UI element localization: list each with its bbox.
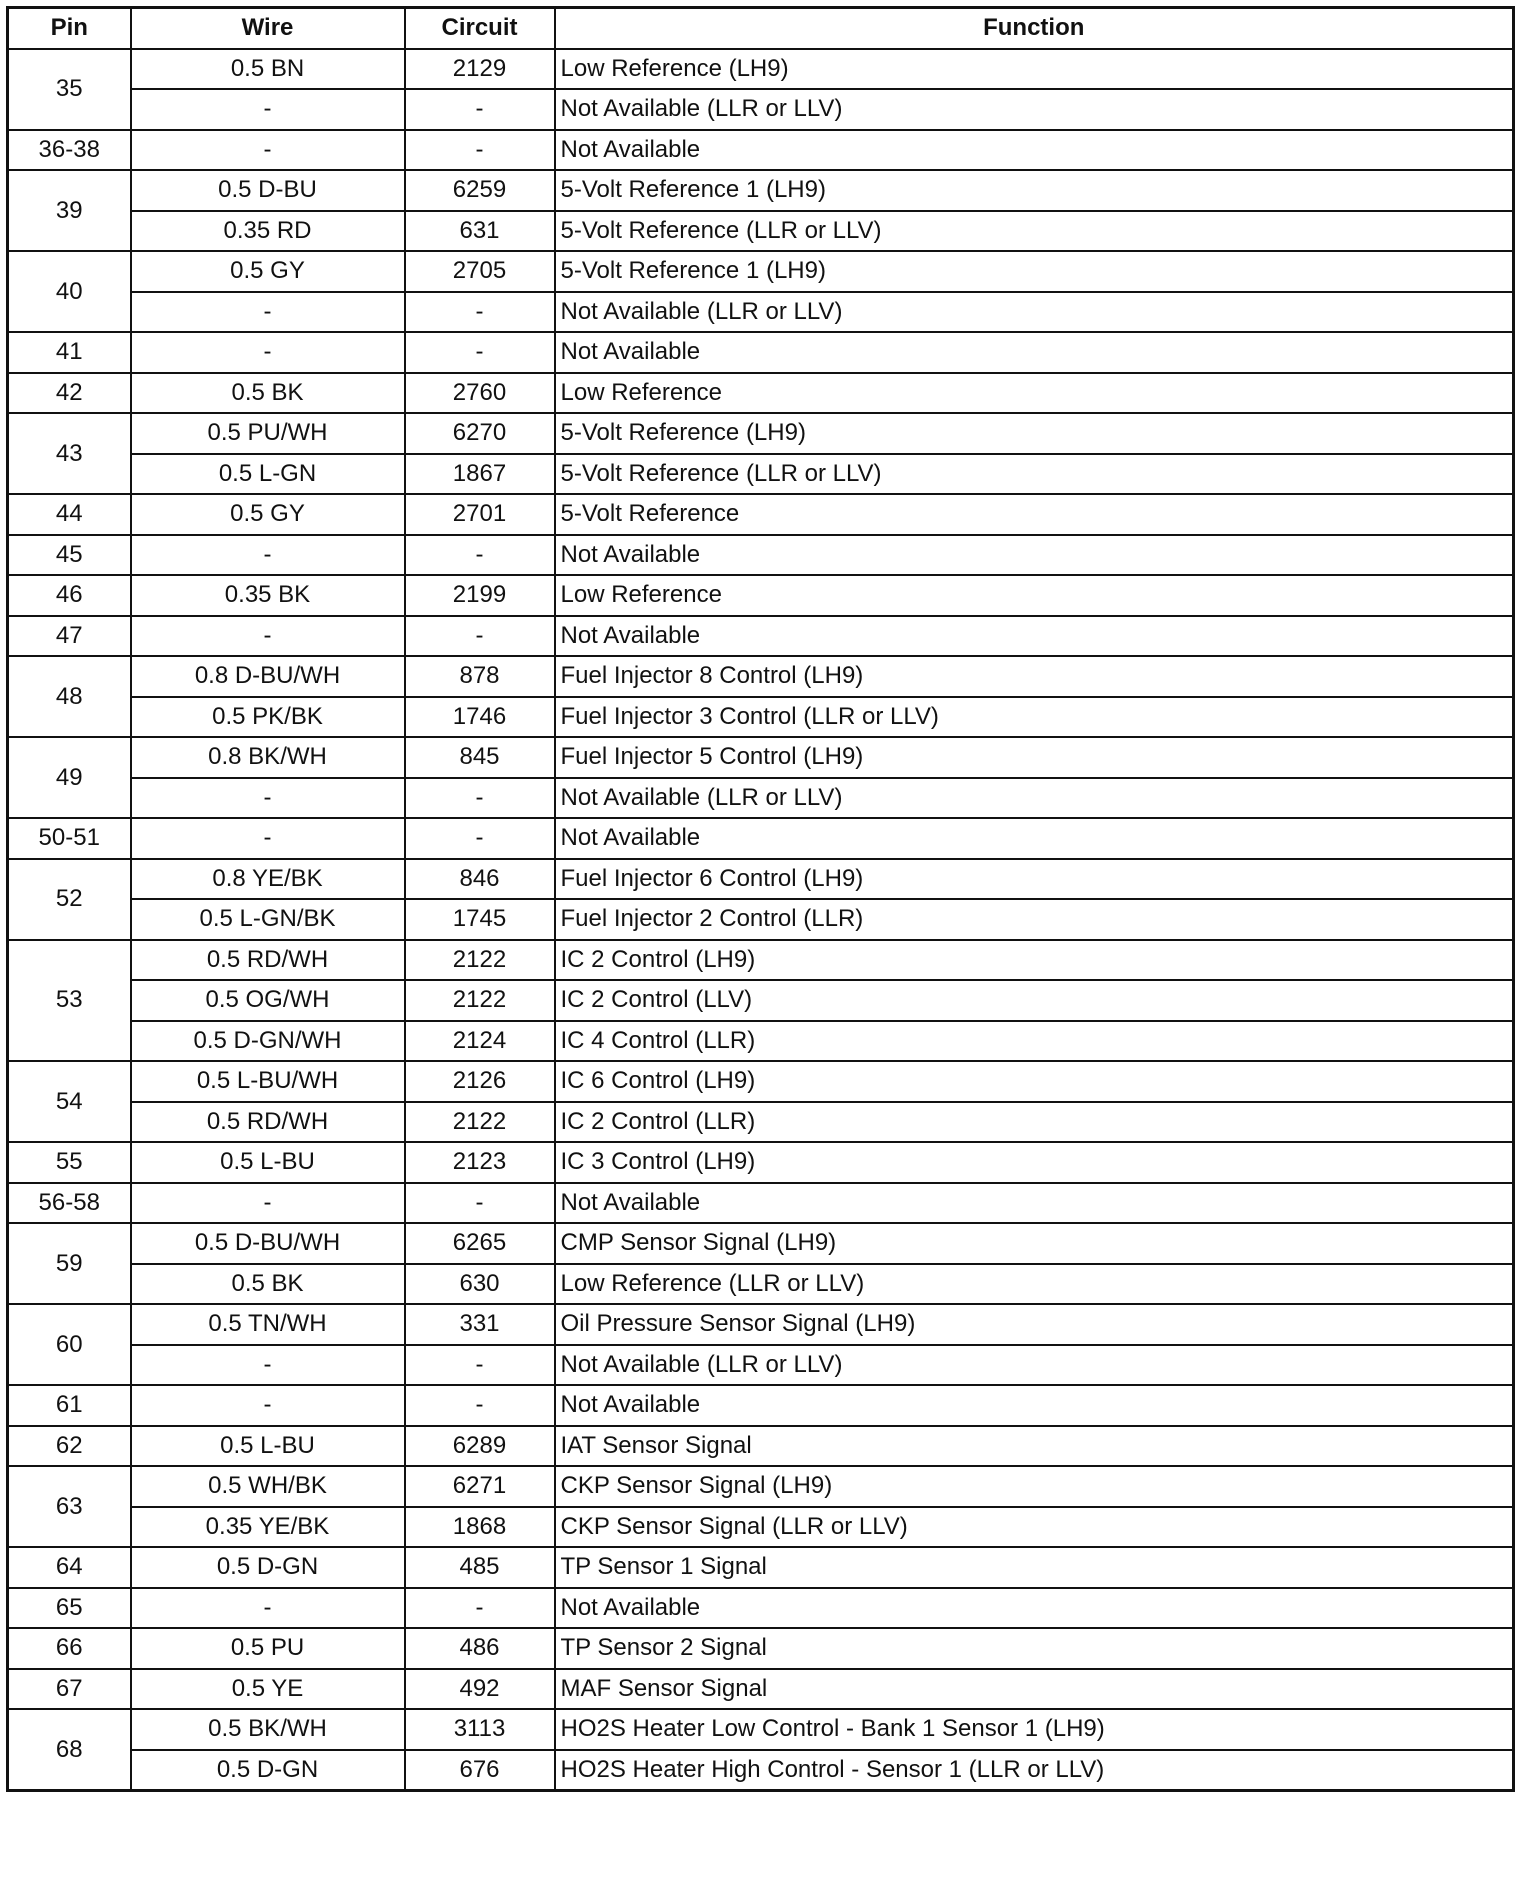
function-cell: 5-Volt Reference (LLR or LLV) [555, 211, 1514, 252]
function-cell: IC 4 Control (LLR) [555, 1021, 1514, 1062]
circuit-cell: 1746 [405, 697, 555, 738]
circuit-cell: 631 [405, 211, 555, 252]
circuit-cell: 485 [405, 1547, 555, 1588]
pin-cell: 67 [8, 1669, 131, 1710]
wire-cell: 0.5 RD/WH [131, 1102, 405, 1143]
function-cell: TP Sensor 1 Signal [555, 1547, 1514, 1588]
circuit-cell: 331 [405, 1304, 555, 1345]
wire-cell: - [131, 292, 405, 333]
table-row [8, 737, 1514, 778]
circuit-cell: 630 [405, 1264, 555, 1305]
pin-cell: 46 [8, 575, 131, 616]
circuit-cell: - [405, 1183, 555, 1224]
wire-cell: 0.5 BN [131, 49, 405, 90]
wire-cell: 0.8 D-BU/WH [131, 656, 405, 697]
function-cell: TP Sensor 2 Signal [555, 1628, 1514, 1669]
table-row [8, 1385, 1514, 1426]
table-row [8, 373, 1514, 414]
function-cell: CMP Sensor Signal (LH9) [555, 1223, 1514, 1264]
function-cell: CKP Sensor Signal (LH9) [555, 1466, 1514, 1507]
function-cell: Oil Pressure Sensor Signal (LH9) [555, 1304, 1514, 1345]
wire-cell: 0.35 YE/BK [131, 1507, 405, 1548]
wire-cell: 0.5 WH/BK [131, 1466, 405, 1507]
function-cell: Not Available [555, 535, 1514, 576]
wire-cell: 0.5 BK [131, 373, 405, 414]
pin-cell: 54 [8, 1061, 131, 1142]
wire-cell: 0.35 RD [131, 211, 405, 252]
pin-cell: 39 [8, 170, 131, 251]
table-row [8, 1142, 1514, 1183]
table-row [8, 980, 1514, 1021]
table-row [8, 1669, 1514, 1710]
table-row [8, 1547, 1514, 1588]
table-row [8, 89, 1514, 130]
circuit-cell: 2123 [405, 1142, 555, 1183]
header-function: Function [555, 8, 1514, 49]
pin-cell: 45 [8, 535, 131, 576]
pin-cell: 48 [8, 656, 131, 737]
circuit-cell: - [405, 778, 555, 819]
circuit-cell: 2129 [405, 49, 555, 90]
pin-cell: 36-38 [8, 130, 131, 171]
circuit-cell: - [405, 1385, 555, 1426]
circuit-cell: 1867 [405, 454, 555, 495]
wire-cell: 0.8 YE/BK [131, 859, 405, 900]
table-row [8, 899, 1514, 940]
function-cell: IC 3 Control (LH9) [555, 1142, 1514, 1183]
table-row [8, 1021, 1514, 1062]
header-wire: Wire [131, 8, 405, 49]
wire-cell: 0.5 L-BU [131, 1426, 405, 1467]
table-row [8, 656, 1514, 697]
function-cell: IC 2 Control (LH9) [555, 940, 1514, 981]
table-row [8, 778, 1514, 819]
circuit-cell: 1868 [405, 1507, 555, 1548]
connector-pinout-table [6, 6, 1515, 1792]
table-row [8, 49, 1514, 90]
wire-cell: - [131, 778, 405, 819]
table-row [8, 1264, 1514, 1305]
circuit-cell: 3113 [405, 1709, 555, 1750]
table-row [8, 697, 1514, 738]
function-cell: Low Reference [555, 575, 1514, 616]
wire-cell: - [131, 89, 405, 130]
pin-cell: 59 [8, 1223, 131, 1304]
wire-cell: - [131, 1588, 405, 1629]
table-row [8, 1345, 1514, 1386]
table-row [8, 575, 1514, 616]
function-cell: HO2S Heater High Control - Sensor 1 (LLR or LLV) [555, 1750, 1514, 1791]
wire-cell: - [131, 130, 405, 171]
wire-cell: - [131, 535, 405, 576]
wire-cell: 0.5 D-BU [131, 170, 405, 211]
table-row [8, 211, 1514, 252]
circuit-cell: 845 [405, 737, 555, 778]
function-cell: Fuel Injector 6 Control (LH9) [555, 859, 1514, 900]
circuit-cell: 2199 [405, 575, 555, 616]
pin-cell: 41 [8, 332, 131, 373]
wire-cell: - [131, 1345, 405, 1386]
circuit-cell: 878 [405, 656, 555, 697]
table-body [8, 49, 1514, 1791]
table-row [8, 1061, 1514, 1102]
function-cell: Fuel Injector 5 Control (LH9) [555, 737, 1514, 778]
function-cell: CKP Sensor Signal (LLR or LLV) [555, 1507, 1514, 1548]
function-cell: IC 6 Control (LH9) [555, 1061, 1514, 1102]
circuit-cell: - [405, 130, 555, 171]
function-cell: Not Available [555, 130, 1514, 171]
circuit-cell: - [405, 332, 555, 373]
table-row [8, 1223, 1514, 1264]
function-cell: HO2S Heater Low Control - Bank 1 Sensor 1 (LH9) [555, 1709, 1514, 1750]
wire-cell: 0.5 PK/BK [131, 697, 405, 738]
wire-cell: 0.5 PU/WH [131, 413, 405, 454]
pin-cell: 35 [8, 49, 131, 130]
function-cell: 5-Volt Reference 1 (LH9) [555, 251, 1514, 292]
pin-cell: 43 [8, 413, 131, 494]
wire-cell: - [131, 818, 405, 859]
wire-cell: 0.5 PU [131, 1628, 405, 1669]
wire-cell: 0.5 YE [131, 1669, 405, 1710]
circuit-cell: - [405, 292, 555, 333]
wire-cell: 0.5 L-BU [131, 1142, 405, 1183]
circuit-cell: - [405, 1345, 555, 1386]
function-cell: Not Available [555, 818, 1514, 859]
pin-cell: 62 [8, 1426, 131, 1467]
wire-cell: 0.5 BK/WH [131, 1709, 405, 1750]
pin-cell: 60 [8, 1304, 131, 1385]
circuit-cell: 846 [405, 859, 555, 900]
pin-cell: 64 [8, 1547, 131, 1588]
function-cell: 5-Volt Reference (LH9) [555, 413, 1514, 454]
table-row [8, 1507, 1514, 1548]
function-cell: IAT Sensor Signal [555, 1426, 1514, 1467]
table-row [8, 1466, 1514, 1507]
function-cell: Not Available [555, 1588, 1514, 1629]
table-row [8, 130, 1514, 171]
function-cell: IC 2 Control (LLR) [555, 1102, 1514, 1143]
wire-cell: 0.5 GY [131, 494, 405, 535]
wire-cell: - [131, 1183, 405, 1224]
wire-cell: 0.5 D-BU/WH [131, 1223, 405, 1264]
function-cell: Fuel Injector 3 Control (LLR or LLV) [555, 697, 1514, 738]
table-row [8, 251, 1514, 292]
wire-cell: - [131, 332, 405, 373]
circuit-cell: 2122 [405, 940, 555, 981]
table-row [8, 1183, 1514, 1224]
function-cell: Not Available [555, 332, 1514, 373]
pin-cell: 50-51 [8, 818, 131, 859]
wire-cell: 0.5 D-GN/WH [131, 1021, 405, 1062]
wire-cell: 0.35 BK [131, 575, 405, 616]
header-circuit: Circuit [405, 8, 555, 49]
function-cell: Not Available (LLR or LLV) [555, 778, 1514, 819]
table-row [8, 170, 1514, 211]
pin-cell: 42 [8, 373, 131, 414]
table-row [8, 818, 1514, 859]
circuit-cell: - [405, 616, 555, 657]
wire-cell: 0.8 BK/WH [131, 737, 405, 778]
function-cell: Not Available (LLR or LLV) [555, 1345, 1514, 1386]
table-row [8, 292, 1514, 333]
table-row [8, 1102, 1514, 1143]
circuit-cell: 2760 [405, 373, 555, 414]
table-row [8, 1304, 1514, 1345]
pin-cell: 66 [8, 1628, 131, 1669]
circuit-cell: 6259 [405, 170, 555, 211]
circuit-cell: - [405, 818, 555, 859]
wire-cell: 0.5 D-GN [131, 1750, 405, 1791]
header-pin: Pin [8, 8, 131, 49]
circuit-cell: 6270 [405, 413, 555, 454]
function-cell: 5-Volt Reference (LLR or LLV) [555, 454, 1514, 495]
circuit-cell: 2701 [405, 494, 555, 535]
circuit-cell: 2705 [405, 251, 555, 292]
function-cell: Fuel Injector 2 Control (LLR) [555, 899, 1514, 940]
pin-cell: 68 [8, 1709, 131, 1791]
wire-cell: 0.5 TN/WH [131, 1304, 405, 1345]
circuit-cell: 2122 [405, 980, 555, 1021]
circuit-cell: 492 [405, 1669, 555, 1710]
circuit-cell: 486 [405, 1628, 555, 1669]
pin-cell: 63 [8, 1466, 131, 1547]
function-cell: Low Reference (LLR or LLV) [555, 1264, 1514, 1305]
wire-cell: 0.5 BK [131, 1264, 405, 1305]
function-cell: Not Available [555, 1385, 1514, 1426]
pin-cell: 61 [8, 1385, 131, 1426]
pin-cell: 40 [8, 251, 131, 332]
table-row [8, 494, 1514, 535]
circuit-cell: 1745 [405, 899, 555, 940]
wire-cell: 0.5 RD/WH [131, 940, 405, 981]
pin-cell: 44 [8, 494, 131, 535]
pin-cell: 52 [8, 859, 131, 940]
circuit-cell: - [405, 535, 555, 576]
circuit-cell: 676 [405, 1750, 555, 1791]
table-row [8, 413, 1514, 454]
function-cell: IC 2 Control (LLV) [555, 980, 1514, 1021]
pin-cell: 55 [8, 1142, 131, 1183]
circuit-cell: 6271 [405, 1466, 555, 1507]
table-row [8, 859, 1514, 900]
circuit-cell: 2124 [405, 1021, 555, 1062]
function-cell: Not Available [555, 1183, 1514, 1224]
table-row [8, 1628, 1514, 1669]
pin-cell: 47 [8, 616, 131, 657]
pin-cell: 65 [8, 1588, 131, 1629]
function-cell: Fuel Injector 8 Control (LH9) [555, 656, 1514, 697]
table-row [8, 535, 1514, 576]
table-row [8, 1588, 1514, 1629]
function-cell: MAF Sensor Signal [555, 1669, 1514, 1710]
wire-cell: 0.5 OG/WH [131, 980, 405, 1021]
table-row [8, 1426, 1514, 1467]
wire-cell: 0.5 L-GN [131, 454, 405, 495]
wire-cell: 0.5 D-GN [131, 1547, 405, 1588]
pin-cell: 56-58 [8, 1183, 131, 1224]
header-row [8, 8, 1514, 49]
function-cell: 5-Volt Reference 1 (LH9) [555, 170, 1514, 211]
table-row [8, 940, 1514, 981]
function-cell: 5-Volt Reference [555, 494, 1514, 535]
circuit-cell: 2122 [405, 1102, 555, 1143]
circuit-cell: 6265 [405, 1223, 555, 1264]
function-cell: Not Available [555, 616, 1514, 657]
wire-cell: - [131, 1385, 405, 1426]
function-cell: Not Available (LLR or LLV) [555, 292, 1514, 333]
wire-cell: 0.5 L-GN/BK [131, 899, 405, 940]
function-cell: Low Reference (LH9) [555, 49, 1514, 90]
table-row [8, 616, 1514, 657]
wire-cell: - [131, 616, 405, 657]
function-cell: Not Available (LLR or LLV) [555, 89, 1514, 130]
circuit-cell: 2126 [405, 1061, 555, 1102]
table-row [8, 454, 1514, 495]
circuit-cell: - [405, 89, 555, 130]
circuit-cell: - [405, 1588, 555, 1629]
wire-cell: 0.5 L-BU/WH [131, 1061, 405, 1102]
circuit-cell: 6289 [405, 1426, 555, 1467]
pin-cell: 53 [8, 940, 131, 1062]
wire-cell: 0.5 GY [131, 251, 405, 292]
table-row [8, 1750, 1514, 1791]
function-cell: Low Reference [555, 373, 1514, 414]
table-row [8, 332, 1514, 373]
pin-cell: 49 [8, 737, 131, 818]
table-row [8, 1709, 1514, 1750]
